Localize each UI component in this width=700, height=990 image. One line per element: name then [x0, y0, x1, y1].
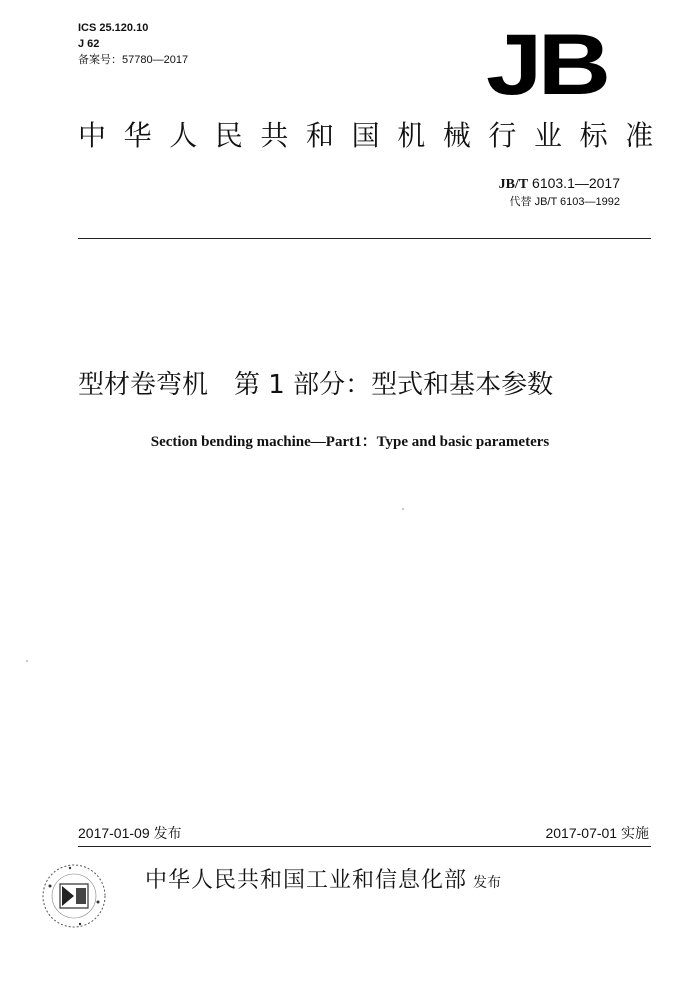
replaces-note: 代替 JB/T 6103—1992 [509, 196, 620, 208]
standard-prefix: JB/T [498, 177, 529, 192]
document-title-en: Section bending machine—Part1：Type and basic parameters [150, 434, 550, 450]
standard-category-title: 中华人民共和国机械行业标准 [78, 119, 671, 152]
publisher-name: 中华人民共和国工业和信息化部 [145, 868, 468, 893]
standard-number [499, 174, 620, 194]
record-number: 备案号：57780—2017 [78, 54, 189, 66]
bottom-divider [78, 846, 651, 847]
top-divider [78, 238, 651, 239]
scan-speck [26, 660, 28, 662]
ics-code: ICS 25.120.10 [78, 22, 149, 34]
standard-code: 6103.1—2017 [528, 175, 620, 191]
classification-block [78, 20, 188, 68]
jb-logo: JB [486, 17, 607, 113]
standard-number-block [499, 174, 620, 210]
ministry-seal-icon [40, 862, 108, 930]
implementation-date: 2017-07-01 实施 [545, 825, 649, 841]
ccs-code: J 62 [78, 38, 100, 50]
publish-label: 发布 [473, 875, 502, 891]
scan-speck [402, 508, 404, 510]
document-title-zh: 型材卷弯机 第 1 部分：型式和基本参数 [78, 370, 554, 400]
issue-date: 2017-01-09 发布 [78, 825, 182, 841]
publisher-line [145, 866, 501, 898]
